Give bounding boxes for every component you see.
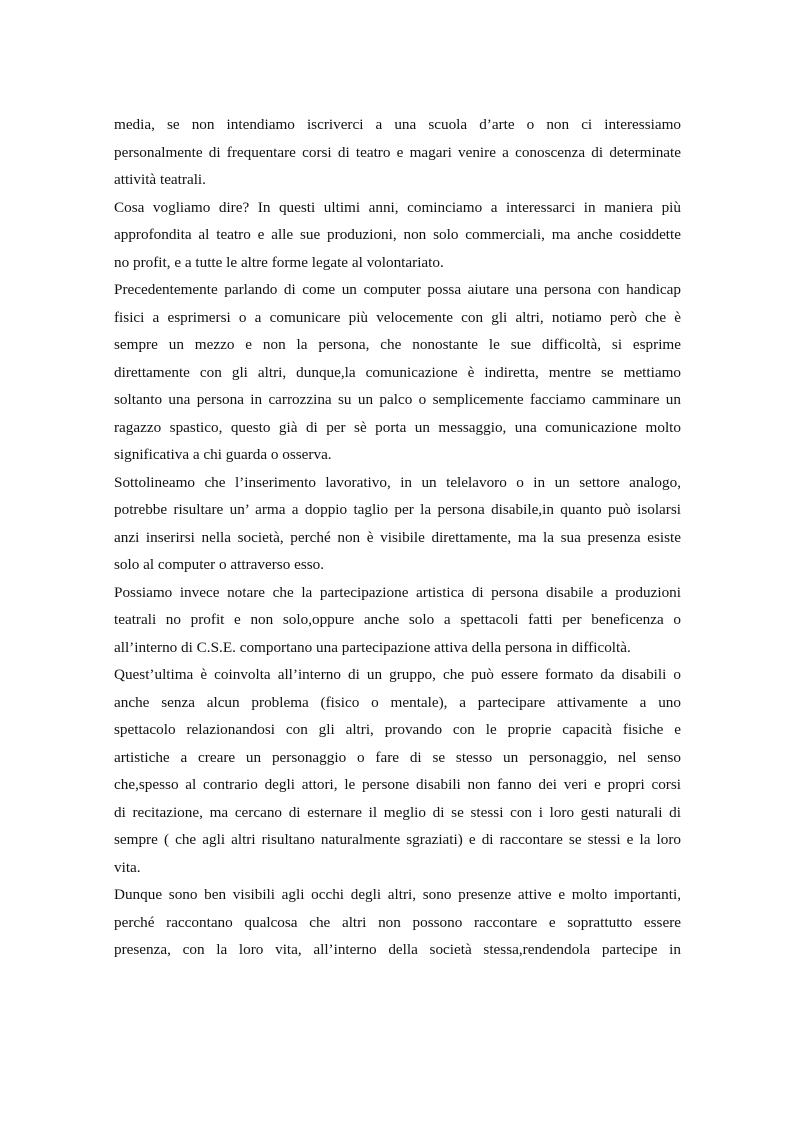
text-line: Cosa vogliamo dire? In questi ultimi anni, cominciamo a interessarci in maniera più [114, 198, 681, 216]
body-text [114, 111, 681, 964]
text-line: perché raccontano qualcosa che altri non possono raccontare e soprattutto essere [114, 913, 681, 931]
text-line: ragazzo spastico, questo già di per sè porta un messaggio, una comunicazione molto [114, 418, 681, 436]
text-line: Sottolineamo che l’inserimento lavorativo, in un telelavoro o in un settore analogo, [114, 473, 681, 491]
text-line: significativa a chi guarda o osserva. [114, 446, 332, 463]
text-line: che,spesso al contrario degli attori, le persone disabili non fanno dei veri e propri corsi [114, 776, 681, 793]
text-line: soltanto una persona in carrozzina su un palco o semplicemente facciamo camminare un [114, 391, 681, 408]
text-line: di recitazione, ma cercano di esternare il meglio di se stessi con i loro gesti naturali di [114, 803, 681, 821]
text-line: Dunque sono ben visibili agli occhi degli altri, sono presenze attive e molto importanti, [114, 886, 681, 903]
text-line: artistiche a creare un personaggio o fare di se stesso un personaggio, nel senso [114, 748, 681, 766]
text-line: spettacolo relazionandosi con gli altri, provando con le proprie capacità fisiche e [114, 721, 681, 738]
text-line: direttamente con gli altri, dunque,la comunicazione è indiretta, mentre se mettiamo [114, 363, 681, 381]
text-line: no profit, e a tutte le altre forme legate al volontariato. [114, 253, 444, 271]
text-line: Precedentemente parlando di come un computer possa aiutare una persona con handicap [114, 281, 681, 298]
text-line: all’interno di C.S.E. comportano una partecipazione attiva della persona in difficoltà. [114, 638, 631, 656]
text-line: sempre un mezzo e non la persona, che nonostante le sue difficoltà, si esprime [114, 336, 681, 353]
text-line: attività teatrali. [114, 171, 206, 188]
text-line: approfondita al teatro e alle sue produzioni, non solo commerciali, ma anche cosiddette [114, 226, 681, 243]
text-line: solo al computer o attraverso esso. [114, 556, 325, 573]
text-line: personalmente di frequentare corsi di teatro e magari venire a conoscenza di determinate [114, 143, 681, 161]
text-line: teatrali no profit e non solo,oppure anche solo a spettacoli fatti per beneficenza o [114, 611, 681, 628]
text-line: sempre ( che agli altri risultano naturalmente sgraziati) e di raccontare se stessi e la loro [114, 831, 681, 848]
text-line: fisici a esprimersi o a comunicare più velocemente con gli altri, notiamo però che è [114, 308, 681, 326]
text-line: vita. [114, 858, 141, 876]
text-line: presenza, con la loro vita, all’interno della società stessa,rendendola partecipe in [114, 941, 681, 958]
text-line: Possiamo invece notare che la partecipazione artistica di persona disabile a produzioni [114, 583, 681, 601]
text-line: potrebbe risultare un’ arma a doppio taglio per la persona disabile,in quanto può isolarsi [114, 501, 681, 518]
text-line: Quest’ultima è coinvolta all’interno di un gruppo, che può essere formato da disabili o [114, 666, 681, 683]
text-line: media, se non intendiamo iscriverci a una scuola d’arte o non ci interessiamo [114, 116, 681, 133]
text-line: anzi inserirsi nella società, perché non è visibile direttamente, ma la sua presenza esiste [114, 528, 681, 546]
text-line: anche senza alcun problema (fisico o mentale), a partecipare attivamente a uno [114, 693, 681, 711]
